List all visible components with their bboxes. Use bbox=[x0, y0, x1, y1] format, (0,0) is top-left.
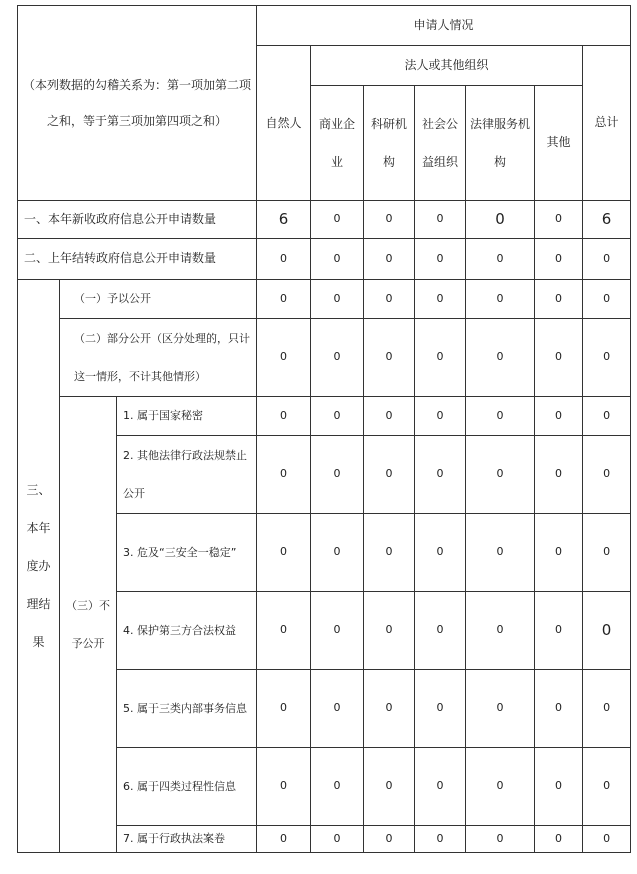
research-header: 科研机构 bbox=[364, 86, 415, 201]
row-label: （二）部分公开（区分处理的，只计这一情形，不计其他情形） bbox=[60, 319, 257, 397]
cell-value: 0 bbox=[466, 397, 535, 436]
cell-value: 0 bbox=[415, 514, 466, 592]
cell-value: 0 bbox=[535, 319, 583, 397]
row-label: （一）予以公开 bbox=[60, 280, 257, 319]
cell-value: 0 bbox=[415, 280, 466, 319]
cell-value: 0 bbox=[583, 239, 631, 280]
cell-value: 0 bbox=[415, 319, 466, 397]
cell-value: 0 bbox=[535, 436, 583, 514]
cell-value: 0 bbox=[311, 397, 364, 436]
not-public-label: （三）不予公开 bbox=[60, 397, 117, 853]
legal-service-header: 法律服务机构 bbox=[466, 86, 535, 201]
cell-value: 0 bbox=[466, 670, 535, 748]
natural-person-header: 自然人 bbox=[257, 46, 311, 201]
cell-value: 0 bbox=[311, 239, 364, 280]
cell-value: 0 bbox=[415, 239, 466, 280]
cell-value: 0 bbox=[466, 514, 535, 592]
cell-value: 0 bbox=[583, 592, 631, 670]
table-row bbox=[18, 201, 631, 239]
cell-value: 0 bbox=[311, 670, 364, 748]
cell-value: 6 bbox=[257, 201, 311, 239]
disclosure-table bbox=[17, 5, 631, 853]
cell-value: 0 bbox=[466, 280, 535, 319]
cell-value: 0 bbox=[466, 436, 535, 514]
cell-value: 0 bbox=[364, 319, 415, 397]
note-cell: （本列数据的勾稽关系为：第一项加第二项之和，等于第三项加第四项之和） bbox=[18, 6, 257, 201]
applicant-situation-header: 申请人情况 bbox=[257, 6, 631, 46]
cell-value: 0 bbox=[311, 514, 364, 592]
cell-value: 0 bbox=[535, 280, 583, 319]
cell-value: 0 bbox=[415, 670, 466, 748]
cell-value: 0 bbox=[466, 826, 535, 853]
business-header: 商业企业 bbox=[311, 86, 364, 201]
table-row bbox=[18, 280, 631, 319]
cell-value: 0 bbox=[415, 826, 466, 853]
social-welfare-header: 社会公益组织 bbox=[415, 86, 466, 201]
cell-value: 0 bbox=[583, 826, 631, 853]
section3-label: 三、本年度办理结果 bbox=[18, 280, 60, 853]
cell-value: 0 bbox=[257, 592, 311, 670]
cell-value: 0 bbox=[364, 826, 415, 853]
cell-value: 0 bbox=[364, 670, 415, 748]
cell-value: 0 bbox=[257, 280, 311, 319]
row-label: 3. 危及“三安全一稳定” bbox=[117, 514, 257, 592]
row-label: 6. 属于四类过程性信息 bbox=[117, 748, 257, 826]
cell-value: 0 bbox=[583, 670, 631, 748]
cell-value: 0 bbox=[535, 826, 583, 853]
cell-value: 0 bbox=[466, 319, 535, 397]
table-row bbox=[18, 239, 631, 280]
cell-value: 0 bbox=[364, 239, 415, 280]
cell-value: 0 bbox=[466, 239, 535, 280]
cell-value: 0 bbox=[257, 319, 311, 397]
cell-value: 0 bbox=[535, 592, 583, 670]
cell-value: 0 bbox=[415, 592, 466, 670]
cell-value: 0 bbox=[364, 592, 415, 670]
cell-value: 0 bbox=[257, 670, 311, 748]
cell-value: 0 bbox=[311, 319, 364, 397]
cell-value: 0 bbox=[583, 397, 631, 436]
cell-value: 0 bbox=[311, 280, 364, 319]
cell-value: 0 bbox=[466, 592, 535, 670]
cell-value: 6 bbox=[583, 201, 631, 239]
cell-value: 0 bbox=[364, 436, 415, 514]
cell-value: 0 bbox=[535, 514, 583, 592]
cell-value: 0 bbox=[583, 319, 631, 397]
cell-value: 0 bbox=[364, 280, 415, 319]
cell-value: 0 bbox=[466, 201, 535, 239]
cell-value: 0 bbox=[535, 239, 583, 280]
row-label: 二、上年结转政府信息公开申请数量 bbox=[18, 239, 257, 280]
cell-value: 0 bbox=[364, 514, 415, 592]
cell-value: 0 bbox=[311, 826, 364, 853]
row-label: 一、本年新收政府信息公开申请数量 bbox=[18, 201, 257, 239]
row-label: 1. 属于国家秘密 bbox=[117, 397, 257, 436]
cell-value: 0 bbox=[311, 592, 364, 670]
cell-value: 0 bbox=[583, 514, 631, 592]
cell-value: 0 bbox=[535, 748, 583, 826]
cell-value: 0 bbox=[257, 826, 311, 853]
cell-value: 0 bbox=[535, 670, 583, 748]
cell-value: 0 bbox=[311, 201, 364, 239]
cell-value: 0 bbox=[364, 201, 415, 239]
cell-value: 0 bbox=[257, 436, 311, 514]
cell-value: 0 bbox=[311, 436, 364, 514]
total-header: 总计 bbox=[583, 46, 631, 201]
cell-value: 0 bbox=[583, 748, 631, 826]
cell-value: 0 bbox=[535, 397, 583, 436]
cell-value: 0 bbox=[415, 436, 466, 514]
cell-value: 0 bbox=[311, 748, 364, 826]
cell-value: 0 bbox=[257, 748, 311, 826]
cell-value: 0 bbox=[257, 239, 311, 280]
legal-other-header: 法人或其他组织 bbox=[311, 46, 583, 86]
row-label: 4. 保护第三方合法权益 bbox=[117, 592, 257, 670]
cell-value: 0 bbox=[415, 397, 466, 436]
row-label: 2. 其他法律行政法规禁止公开 bbox=[117, 436, 257, 514]
cell-value: 0 bbox=[257, 397, 311, 436]
row-label: 5. 属于三类内部事务信息 bbox=[117, 670, 257, 748]
table-row bbox=[18, 319, 631, 397]
cell-value: 0 bbox=[583, 436, 631, 514]
table-row bbox=[18, 397, 631, 436]
cell-value: 0 bbox=[364, 397, 415, 436]
cell-value: 0 bbox=[466, 748, 535, 826]
cell-value: 0 bbox=[364, 748, 415, 826]
cell-value: 0 bbox=[535, 201, 583, 239]
cell-value: 0 bbox=[257, 514, 311, 592]
row-label: 7. 属于行政执法案卷 bbox=[117, 826, 257, 853]
other-header: 其他 bbox=[535, 86, 583, 201]
cell-value: 0 bbox=[415, 748, 466, 826]
cell-value: 0 bbox=[583, 280, 631, 319]
cell-value: 0 bbox=[415, 201, 466, 239]
